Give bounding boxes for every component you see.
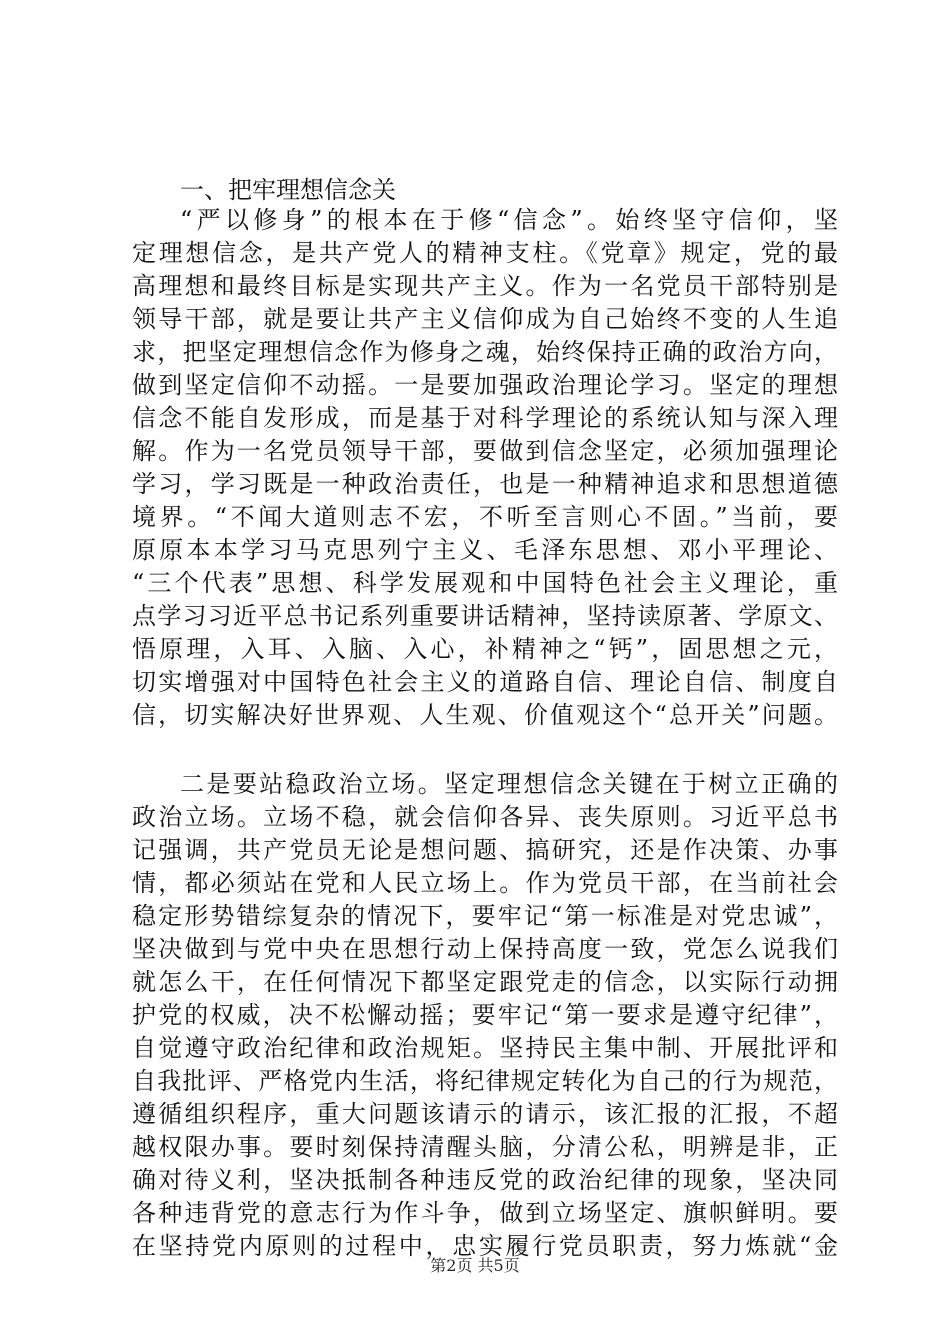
paragraph-1-line: 信念不能自发形成，而是基于对科学理论的系统认知与深入理 bbox=[132, 404, 838, 432]
paragraph-2-line: 记强调，共产党员无论是想问题、搞研究，还是作决策、办事 bbox=[132, 836, 838, 864]
paragraph-1-line: 悟原理，入耳、入脑、入心，补精神之“钙”，固思想之元， bbox=[132, 635, 838, 663]
paragraph-1-line: 求，把坚定理想信念作为修身之魂，始终保持正确的政治方向， bbox=[132, 338, 838, 366]
paragraph-2-line: 越权限办事。要时刻保持清醒头脑，分清公私，明辨是非，正 bbox=[132, 1133, 838, 1161]
paragraph-2-line: 政治立场。立场不稳，就会信仰各异、丧失原则。习近平总书 bbox=[132, 803, 838, 831]
paragraph-2-line: 各种违背党的意志行为作斗争，做到立场坚定、旗帜鲜明。要 bbox=[132, 1199, 838, 1227]
paragraph-1-line: 切实增强对中国特色社会主义的道路自信、理论自信、制度自 bbox=[132, 668, 838, 696]
paragraph-1-line: 领导干部，就是要让共产主义信仰成为自己始终不变的人生追 bbox=[132, 305, 838, 333]
page-footer: 第2页 共5页 bbox=[430, 1256, 520, 1275]
paragraph-2-line: 在坚持党内原则的过程中，忠实履行党员职责，努力炼就“金 bbox=[132, 1232, 838, 1260]
paragraph-1-line: “三个代表”思想、科学发展观和中国特色社会主义理论，重 bbox=[132, 569, 838, 597]
paragraph-1-line: 定理想信念，是共产党人的精神支柱。《党章》规定，党的最 bbox=[132, 239, 838, 267]
paragraph-2-line: 自我批评、严格党内生活，将纪律规定转化为自己的行为规范， bbox=[132, 1067, 838, 1095]
paragraph-2-line: 护党的权威，决不松懈动摇；要牢记“第一要求是遵守纪律”， bbox=[132, 1001, 838, 1029]
paragraph-2-line: 自觉遵守政治纪律和政治规矩。坚持民主集中制、开展批评和 bbox=[132, 1034, 838, 1062]
paragraph-2-line: 就怎么干，在任何情况下都坚定跟党走的信念，以实际行动拥 bbox=[132, 968, 838, 996]
paragraph-1-line: 做到坚定信仰不动摇。一是要加强政治理论学习。坚定的理想 bbox=[132, 371, 838, 399]
paragraph-2-line: 稳定形势错综复杂的情况下，要牢记“第一标准是对党忠诚”， bbox=[132, 902, 838, 930]
paragraph-1-line: 信，切实解决好世界观、人生观、价值观这个“总开关”问题。 bbox=[132, 701, 838, 729]
section-heading: 一、把牢理想信念关 bbox=[180, 176, 396, 204]
paragraph-1-line: “严以修身”的根本在于修“信念”。始终坚守信仰，坚 bbox=[180, 206, 838, 234]
paragraph-1-line: 点学习习近平总书记系列重要讲话精神，坚持读原著、学原文、 bbox=[132, 602, 838, 630]
paragraph-1-line: 学习，学习既是一种政治责任，也是一种精神追求和思想道德 bbox=[132, 470, 838, 498]
paragraph-2-line: 坚决做到与党中央在思想行动上保持高度一致，党怎么说我们 bbox=[132, 935, 838, 963]
paragraph-1-line: 解。作为一名党员领导干部，要做到信念坚定，必须加强理论 bbox=[132, 437, 838, 465]
paragraph-1-line: 高理想和最终目标是实现共产主义。作为一名党员干部特别是 bbox=[132, 272, 838, 300]
paragraph-2-line: 遵循组织程序，重大问题该请示的请示，该汇报的汇报，不超 bbox=[132, 1100, 838, 1128]
paragraph-1-line: 境界。“不闻大道则志不宏，不听至言则心不固。”当前，要 bbox=[132, 503, 838, 531]
paragraph-2-line: 情，都必须站在党和人民立场上。作为党员干部，在当前社会 bbox=[132, 869, 838, 897]
paragraph-2-line: 二是要站稳政治立场。坚定理想信念关键在于树立正确的 bbox=[180, 770, 838, 798]
paragraph-1-line: 原原本本学习马克思列宁主义、毛泽东思想、邓小平理论、 bbox=[132, 536, 838, 564]
paragraph-2-line: 确对待义利，坚决抵制各种违反党的政治纪律的现象，坚决同 bbox=[132, 1166, 838, 1194]
